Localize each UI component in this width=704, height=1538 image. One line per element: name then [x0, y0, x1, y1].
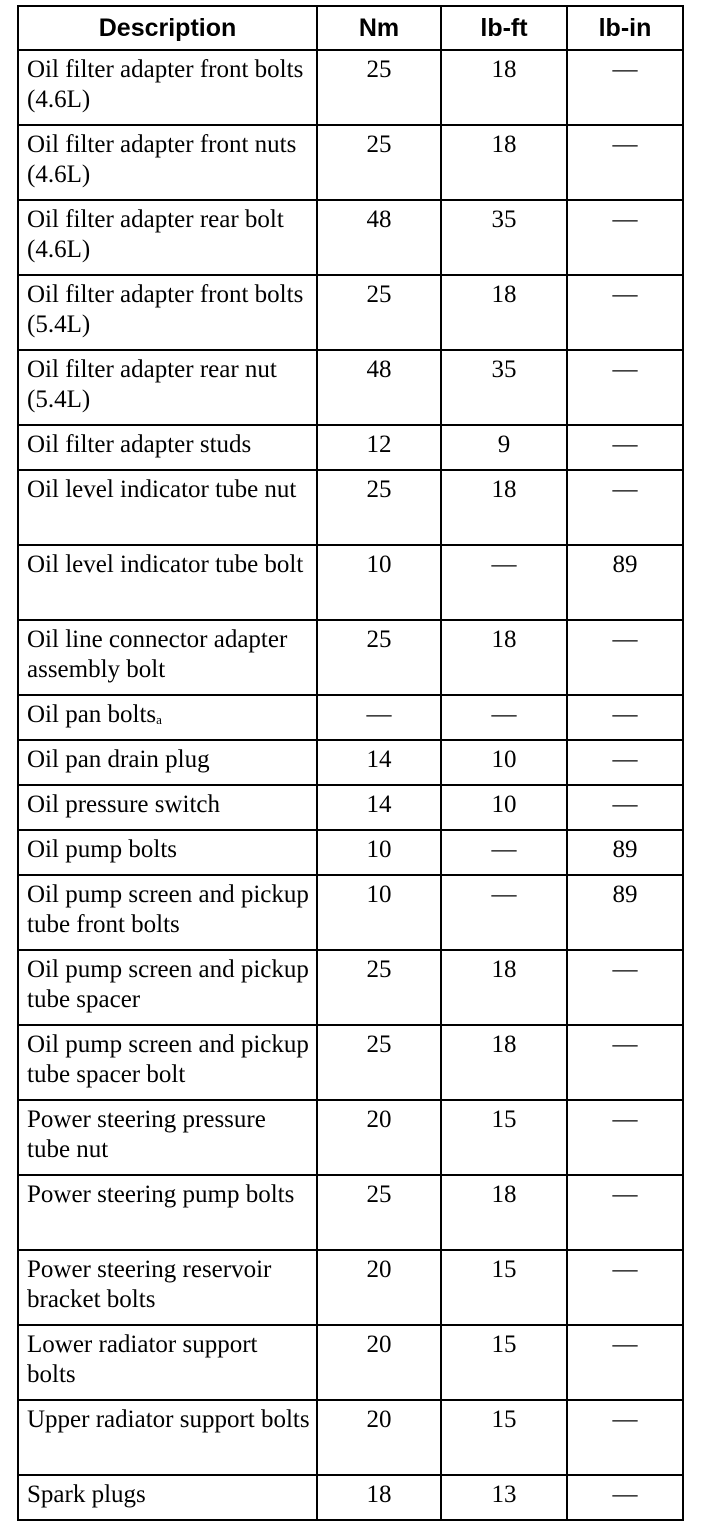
table-row [18, 50, 683, 125]
cell-description [18, 1475, 317, 1520]
description-text: Oil filter adapter rear nut (5.4L) [27, 356, 277, 413]
cell-nm: 48 [317, 350, 441, 425]
cell-nm: 10 [317, 545, 441, 620]
cell-description [18, 470, 317, 545]
cell-description [18, 275, 317, 350]
table-row [18, 620, 683, 695]
cell-nm: 25 [317, 950, 441, 1025]
cell-description [18, 350, 317, 425]
torque-specifications-table [17, 5, 684, 1521]
cell-lb-in: — [567, 785, 683, 830]
description-text: Spark plugs [27, 1481, 146, 1508]
description-text: Oil pan bolts [27, 701, 157, 728]
cell-nm: 25 [317, 1175, 441, 1250]
cell-description [18, 950, 317, 1025]
cell-description [18, 1025, 317, 1100]
cell-lb-in: 89 [567, 830, 683, 875]
cell-lb-ft: 15 [441, 1325, 567, 1400]
footnote-marker: a [156, 712, 162, 727]
table-row [18, 350, 683, 425]
cell-lb-ft: 10 [441, 785, 567, 830]
table-row [18, 1025, 683, 1100]
description-text: Oil level indicator tube bolt [27, 551, 304, 578]
cell-description [18, 1250, 317, 1325]
description-text: Oil pan drain plug [27, 746, 210, 773]
description-text: Oil level indicator tube nut [27, 476, 297, 503]
cell-description [18, 545, 317, 620]
description-text: Power steering pressure tube nut [27, 1106, 266, 1163]
cell-lb-in: — [567, 200, 683, 275]
cell-lb-in: — [567, 740, 683, 785]
cell-description [18, 50, 317, 125]
cell-lb-in: — [567, 275, 683, 350]
cell-nm: 14 [317, 740, 441, 785]
cell-nm: 14 [317, 785, 441, 830]
description-text: Oil filter adapter front bolts (4.6L) [27, 56, 304, 113]
cell-lb-ft: 18 [441, 470, 567, 545]
table-row [18, 875, 683, 950]
cell-lb-ft: 15 [441, 1250, 567, 1325]
cell-lb-in: — [567, 695, 683, 740]
table-row [18, 1400, 683, 1475]
table-row [18, 470, 683, 545]
cell-lb-in: — [567, 350, 683, 425]
cell-lb-ft: 35 [441, 200, 567, 275]
cell-nm: 20 [317, 1400, 441, 1475]
cell-nm: 10 [317, 875, 441, 950]
cell-lb-ft: 18 [441, 275, 567, 350]
description-text: Oil filter adapter rear bolt (4.6L) [27, 206, 284, 263]
description-text: Oil filter adapter front nuts (4.6L) [27, 131, 297, 188]
cell-lb-in: — [567, 620, 683, 695]
cell-lb-ft: 15 [441, 1400, 567, 1475]
cell-lb-ft: 9 [441, 425, 567, 470]
cell-description [18, 785, 317, 830]
cell-nm: 25 [317, 620, 441, 695]
description-text: Oil pump bolts [27, 836, 178, 863]
cell-nm: 25 [317, 1025, 441, 1100]
description-text: Oil pump screen and pickup tube spacer [27, 956, 309, 1013]
table-row [18, 1475, 683, 1520]
cell-lb-in: — [567, 1100, 683, 1175]
cell-lb-ft: — [441, 830, 567, 875]
description-text: Oil filter adapter studs [27, 431, 252, 458]
cell-lb-in: — [567, 1250, 683, 1325]
cell-lb-in: — [567, 50, 683, 125]
cell-lb-in: 89 [567, 875, 683, 950]
description-text: Power steering reservoir bracket bolts [27, 1256, 272, 1313]
cell-description [18, 1100, 317, 1175]
cell-lb-ft: 10 [441, 740, 567, 785]
description-text: Oil pump screen and pickup tube front bolts [27, 881, 309, 938]
table-row [18, 830, 683, 875]
table-row [18, 125, 683, 200]
cell-description [18, 1325, 317, 1400]
cell-lb-in: — [567, 1400, 683, 1475]
cell-lb-ft: 13 [441, 1475, 567, 1520]
cell-lb-ft: 15 [441, 1100, 567, 1175]
cell-nm: 25 [317, 275, 441, 350]
cell-description [18, 740, 317, 785]
table-row [18, 425, 683, 470]
cell-description [18, 425, 317, 470]
cell-lb-ft: — [441, 875, 567, 950]
table-row [18, 740, 683, 785]
cell-description [18, 620, 317, 695]
cell-lb-ft: 18 [441, 125, 567, 200]
cell-description [18, 875, 317, 950]
cell-lb-ft: 18 [441, 1025, 567, 1100]
description-text: Oil pump screen and pickup tube spacer bolt [27, 1031, 309, 1088]
cell-lb-in: — [567, 425, 683, 470]
cell-lb-in: 89 [567, 545, 683, 620]
cell-nm: 25 [317, 470, 441, 545]
cell-lb-in: — [567, 470, 683, 545]
header-nm: Nm [317, 6, 441, 50]
header-lb-ft: lb-ft [441, 6, 567, 50]
cell-nm: 25 [317, 50, 441, 125]
cell-nm: 25 [317, 125, 441, 200]
header-lb-in: lb-in [567, 6, 683, 50]
cell-nm: 20 [317, 1250, 441, 1325]
header-row [18, 6, 683, 50]
cell-lb-in: — [567, 1325, 683, 1400]
table-row [18, 1175, 683, 1250]
table-row [18, 1250, 683, 1325]
description-text: Oil line connector adapter assembly bolt [27, 626, 288, 683]
table-row [18, 1100, 683, 1175]
cell-nm: 18 [317, 1475, 441, 1520]
table-row [18, 545, 683, 620]
cell-lb-in: — [567, 950, 683, 1025]
cell-nm: 48 [317, 200, 441, 275]
cell-nm: — [317, 695, 441, 740]
cell-lb-ft: 18 [441, 50, 567, 125]
description-text: Oil filter adapter front bolts (5.4L) [27, 281, 304, 338]
cell-lb-ft: 18 [441, 950, 567, 1025]
cell-lb-in: — [567, 1175, 683, 1250]
cell-description [18, 1175, 317, 1250]
header-description: Description [18, 6, 317, 50]
cell-description [18, 200, 317, 275]
description-text: Upper radiator support bolts [27, 1406, 310, 1433]
cell-description [18, 125, 317, 200]
cell-lb-ft: — [441, 695, 567, 740]
cell-lb-ft: 18 [441, 1175, 567, 1250]
table-row [18, 695, 683, 740]
table-row [18, 200, 683, 275]
cell-lb-in: — [567, 1475, 683, 1520]
description-text: Lower radiator support bolts [27, 1331, 258, 1388]
table-row [18, 1325, 683, 1400]
cell-description [18, 1400, 317, 1475]
cell-lb-in: — [567, 125, 683, 200]
cell-lb-in: — [567, 1025, 683, 1100]
cell-nm: 12 [317, 425, 441, 470]
description-text: Oil pressure switch [27, 791, 221, 818]
cell-lb-ft: 35 [441, 350, 567, 425]
cell-nm: 10 [317, 830, 441, 875]
table-row [18, 950, 683, 1025]
cell-nm: 20 [317, 1325, 441, 1400]
cell-nm: 20 [317, 1100, 441, 1175]
cell-lb-ft: 18 [441, 620, 567, 695]
table-row [18, 785, 683, 830]
cell-description [18, 830, 317, 875]
table-row [18, 275, 683, 350]
description-text: Power steering pump bolts [27, 1181, 295, 1208]
cell-lb-ft: — [441, 545, 567, 620]
cell-description [18, 695, 317, 740]
